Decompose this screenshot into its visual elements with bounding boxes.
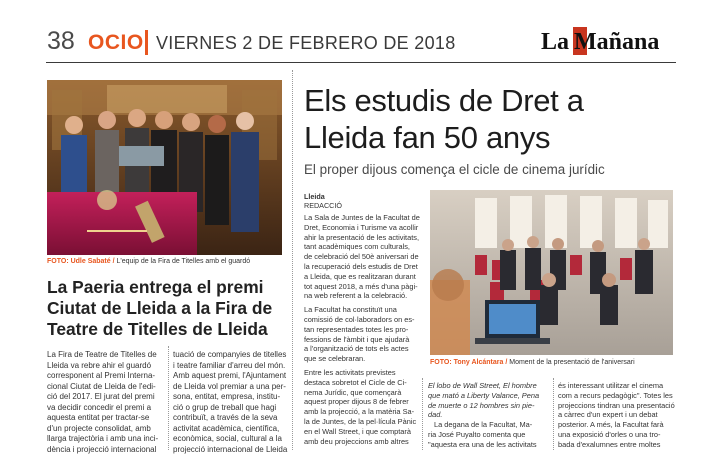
text-line: a càrrec d'un expert i un debat: [558, 410, 658, 420]
text-line: aquest proper dijous 8 de febrer: [304, 397, 409, 407]
logo-prefix: La: [541, 29, 570, 55]
text-line: nema Jurídic, que començarà: [304, 387, 402, 397]
text-line: "aquesta era una de les activitats: [428, 439, 537, 449]
text-line: com a recurs pedagògic". Totes les: [558, 390, 673, 400]
text-line: tant acadèmiques com culturals,: [304, 242, 410, 252]
headline-line: La Paeria entrega el premi: [47, 277, 264, 297]
text-line: la recuperació dels estudis de Dret: [304, 261, 418, 271]
text-line: La Sala de Juntes de la Facultat de: [304, 213, 420, 222]
text-line: en el Wall Street, i que comptarà: [304, 426, 411, 436]
text-line: destaca sobretot el Cicle de Ci-: [304, 377, 407, 387]
text-line: econòmica, social, cultural a la: [173, 434, 282, 444]
text-line: d'un projecte consolidat, amb: [47, 423, 151, 433]
text-line: fessions de l'àmbit i que ajudarà: [304, 334, 410, 344]
caption-text: L'equip de la Fira de Titelles amb el guardó: [116, 258, 251, 265]
text-line: de Lleida vol premiar a una per-: [173, 381, 286, 391]
text-line: i teatre familiar d'arreu del món.: [173, 360, 286, 370]
text-line: dència i projecció internacional: [47, 444, 157, 454]
text-line: El lobo de Wall Street, El hombre: [428, 381, 537, 390]
column-separator: [168, 346, 169, 450]
photo-credit: FOTO: Udle Sabaté /: [47, 258, 115, 265]
main-story-column-2: [428, 381, 550, 450]
text-line: de muerte o 12 hombres sin pie-: [428, 400, 535, 410]
text-line: comissió de col·laboradors on es-: [304, 314, 415, 324]
left-story-column-2: [173, 350, 288, 455]
headline-line: Lleida fan 50 anys: [304, 120, 551, 155]
text-line: llarga trajectòria i amb una inci-: [47, 434, 159, 444]
text-line: Amb aquest premi, l'Ajuntament: [173, 371, 287, 381]
text-line: tan representades totes les pro-: [304, 324, 409, 334]
text-line: na web referent a la celebració.: [304, 291, 408, 301]
section-name: OCIO: [88, 31, 144, 54]
text-line: bada d'exalumnes entre moltes: [558, 439, 661, 449]
text-line: la de Juntes, de la pel·lícula Pànic: [304, 416, 417, 426]
text-line: una exposició d'orles o una tro-: [558, 429, 661, 439]
text-line: ció del 2017. El jurat del premi: [47, 392, 155, 402]
page-number: 38: [47, 27, 75, 55]
photo-credit: FOTO: Tony Alcántara /: [430, 359, 508, 366]
text-line: que se celebraran.: [304, 354, 366, 364]
text-line: contribuït, a través de la seva: [173, 413, 278, 423]
text-line: a l'organització de tots els actes: [304, 344, 409, 354]
text-line: tuació de companyies de titelles: [173, 350, 287, 359]
text-line: cional Ciutat de Lleida de l'edi-: [47, 381, 156, 391]
dateline-agency: REDACCIÓ: [304, 201, 342, 210]
logo-main: Mañana: [574, 29, 660, 55]
text-line: projecció internacional de Lleida: [173, 444, 288, 454]
text-line: amb deu projeccions amb altres: [304, 436, 409, 446]
caption-text: Moment de la presentació de l'aniversari: [509, 359, 635, 366]
text-line: de celebració del 50è aniversari de: [304, 252, 419, 262]
award-ceremony-photo: [47, 80, 282, 255]
text-line: sona, entitat, empresa, institu-: [173, 392, 281, 402]
left-story-column-1: [47, 350, 164, 455]
header-rule: [46, 62, 676, 63]
text-line: que mató a Liberty Valance, Pena: [428, 390, 540, 400]
text-line: tot aquest 2018, a més d'una pàgi-: [304, 281, 418, 291]
text-line: posterior. A més, la Facultat farà: [558, 420, 664, 430]
text-line: a Lleida, que es realitzaran durant: [304, 271, 416, 281]
text-line: és interessant utilitzar el cinema: [558, 381, 664, 390]
headline-line: Ciutat de Lleida a la Fira de: [47, 298, 273, 318]
text-line: La Facultat ha constituït una: [304, 305, 397, 315]
text-line: activitat acadèmica, científica,: [173, 423, 280, 433]
text-line: La degana de la Facultat, Ma-: [434, 420, 533, 430]
left-headline: [47, 277, 287, 340]
main-story-column-3: [558, 381, 676, 450]
text-line: corresponent al Premi Interna-: [47, 371, 156, 381]
text-line: Dret, Economia i Turisme va acollir: [304, 222, 419, 232]
text-line: aquesta entitat per tractar-se: [47, 413, 150, 423]
text-line: ria José Puyalto comenta que: [428, 429, 526, 439]
text-line: Entre les activitats previstes: [304, 367, 396, 377]
column-separator: [553, 378, 554, 450]
presentation-photo: [430, 190, 673, 355]
section-divider: [145, 30, 148, 55]
main-story-column-1: [304, 213, 422, 446]
dateline-place: Lleida: [304, 192, 325, 201]
column-separator: [422, 378, 423, 450]
text-line: La Fira de Teatre de Titelles de: [47, 350, 157, 359]
dateline: [304, 192, 342, 210]
main-photo-caption: [430, 358, 635, 367]
left-photo-caption: [47, 257, 250, 266]
text-line: dad.: [428, 410, 443, 420]
column-separator: [292, 70, 293, 450]
text-line: ció o grup de treball que hagi: [173, 402, 277, 412]
headline-line: Els estudis de Dret a: [304, 83, 584, 118]
main-headline: [304, 82, 684, 156]
text-line: amb la projecció, a la matèria Sa-: [304, 407, 415, 417]
text-line: projeccions tindran una presentació: [558, 400, 675, 410]
headline-line: Teatre de Titelles de Lleida: [47, 319, 268, 339]
issue-date: VIERNES 2 DE FEBRERO DE 2018: [156, 33, 456, 53]
text-line: Lleida va rebre ahir el guardó: [47, 360, 152, 370]
text-line: va decidir concedir el premi a: [47, 402, 152, 412]
main-subheadline: El proper dijous comença el cicle de cinema jurídic: [304, 162, 605, 177]
newspaper-logo: [540, 25, 676, 57]
text-line: ahir la presentació de les activitats,: [304, 232, 420, 242]
